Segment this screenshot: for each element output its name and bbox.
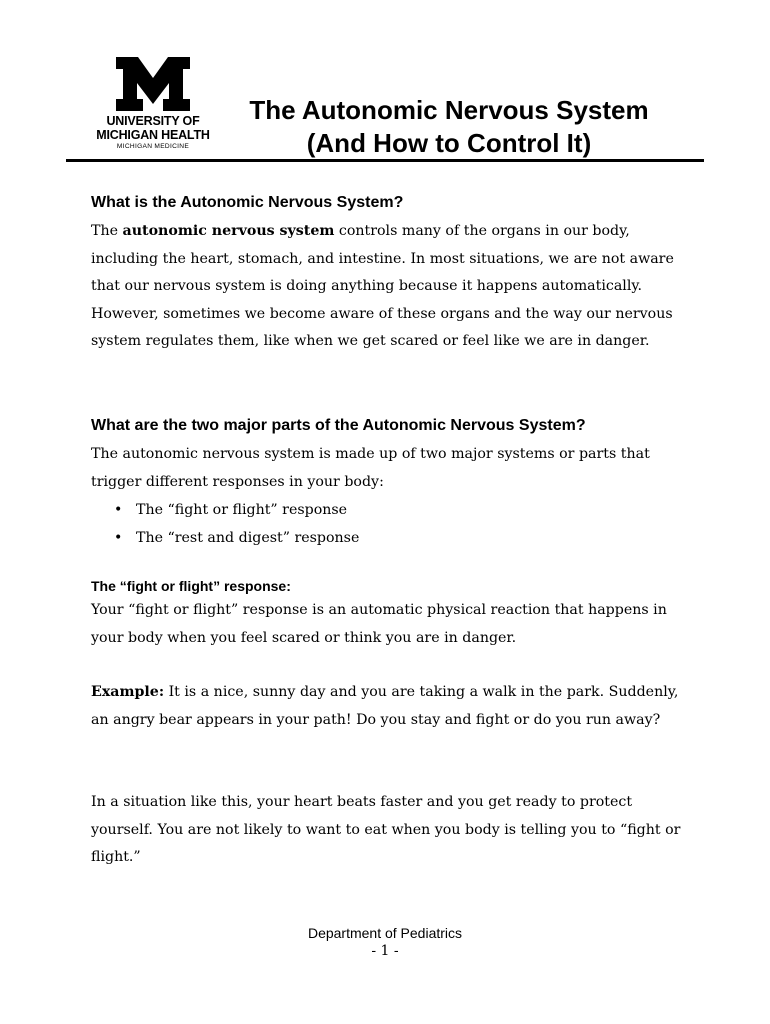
section-heading-two-parts: What are the two major parts of the Autonomic Nervous System? [91,417,586,434]
bullet-icon: • [114,529,123,546]
header-rule [66,159,704,162]
university-logo [92,57,214,151]
section-paragraph-fight-flight: Your “fight or flight” response is an automatic physical reaction that happens in your body when you feel scared or think you are in danger. [91,602,667,646]
list-item-text: The “fight or flight” response [136,502,348,518]
logo-line-1: UNIVERSITY OF [106,114,200,128]
list-item [91,497,359,525]
list-item-text: The “rest and digest” response [136,529,360,546]
example-paragraph [91,679,691,734]
title-line-2: (And How to Control It) [306,128,592,158]
footer-department: Department of Pediatrics [307,925,463,941]
logo-line-3: MICHIGAN MEDICINE [116,143,190,150]
section-paragraph-what-is [91,218,691,356]
list-item [91,525,359,553]
situation-paragraph: In a situation like this, your heart beats faster and you get ready to protect yourself. You are not likely to want to eat when you body is telling you to “fight or flight.” [91,794,681,865]
block-m-logo-icon [116,57,190,111]
para-rest: controls many of the organs in our body, including the heart, stomach, and intestine. In most situations, we are not aware that our nervous system is doing anything because it happens automatically. However, sometimes we become aware of these organs and the way our nervous system regulates them, like when we get scared or feel like we are in danger. [91,223,674,349]
title-line-1: The Autonomic Nervous System [249,95,649,125]
section-heading-fight-flight: The “fight or flight” response: [91,578,291,594]
page-number: - 1 - [371,943,399,959]
response-list [91,497,359,552]
section-paragraph-two-parts: The autonomic nervous system is made up of two major systems or parts that trigger different responses in your body: [91,446,650,490]
bullet-icon: • [114,502,123,518]
para-prefix: The [91,223,123,239]
document-title [222,94,676,160]
example-text: It is a nice, sunny day and you are taking a walk in the park. Suddenly, an angry bear appears in your path! Do you stay and fight or do you run away? [91,684,679,728]
example-label: Example: [91,684,165,700]
section-heading-what-is: What is the Autonomic Nervous System? [91,194,404,211]
para-bold-term: autonomic nervous system [122,223,335,239]
logo-line-2: MICHIGAN HEALTH [96,128,210,142]
